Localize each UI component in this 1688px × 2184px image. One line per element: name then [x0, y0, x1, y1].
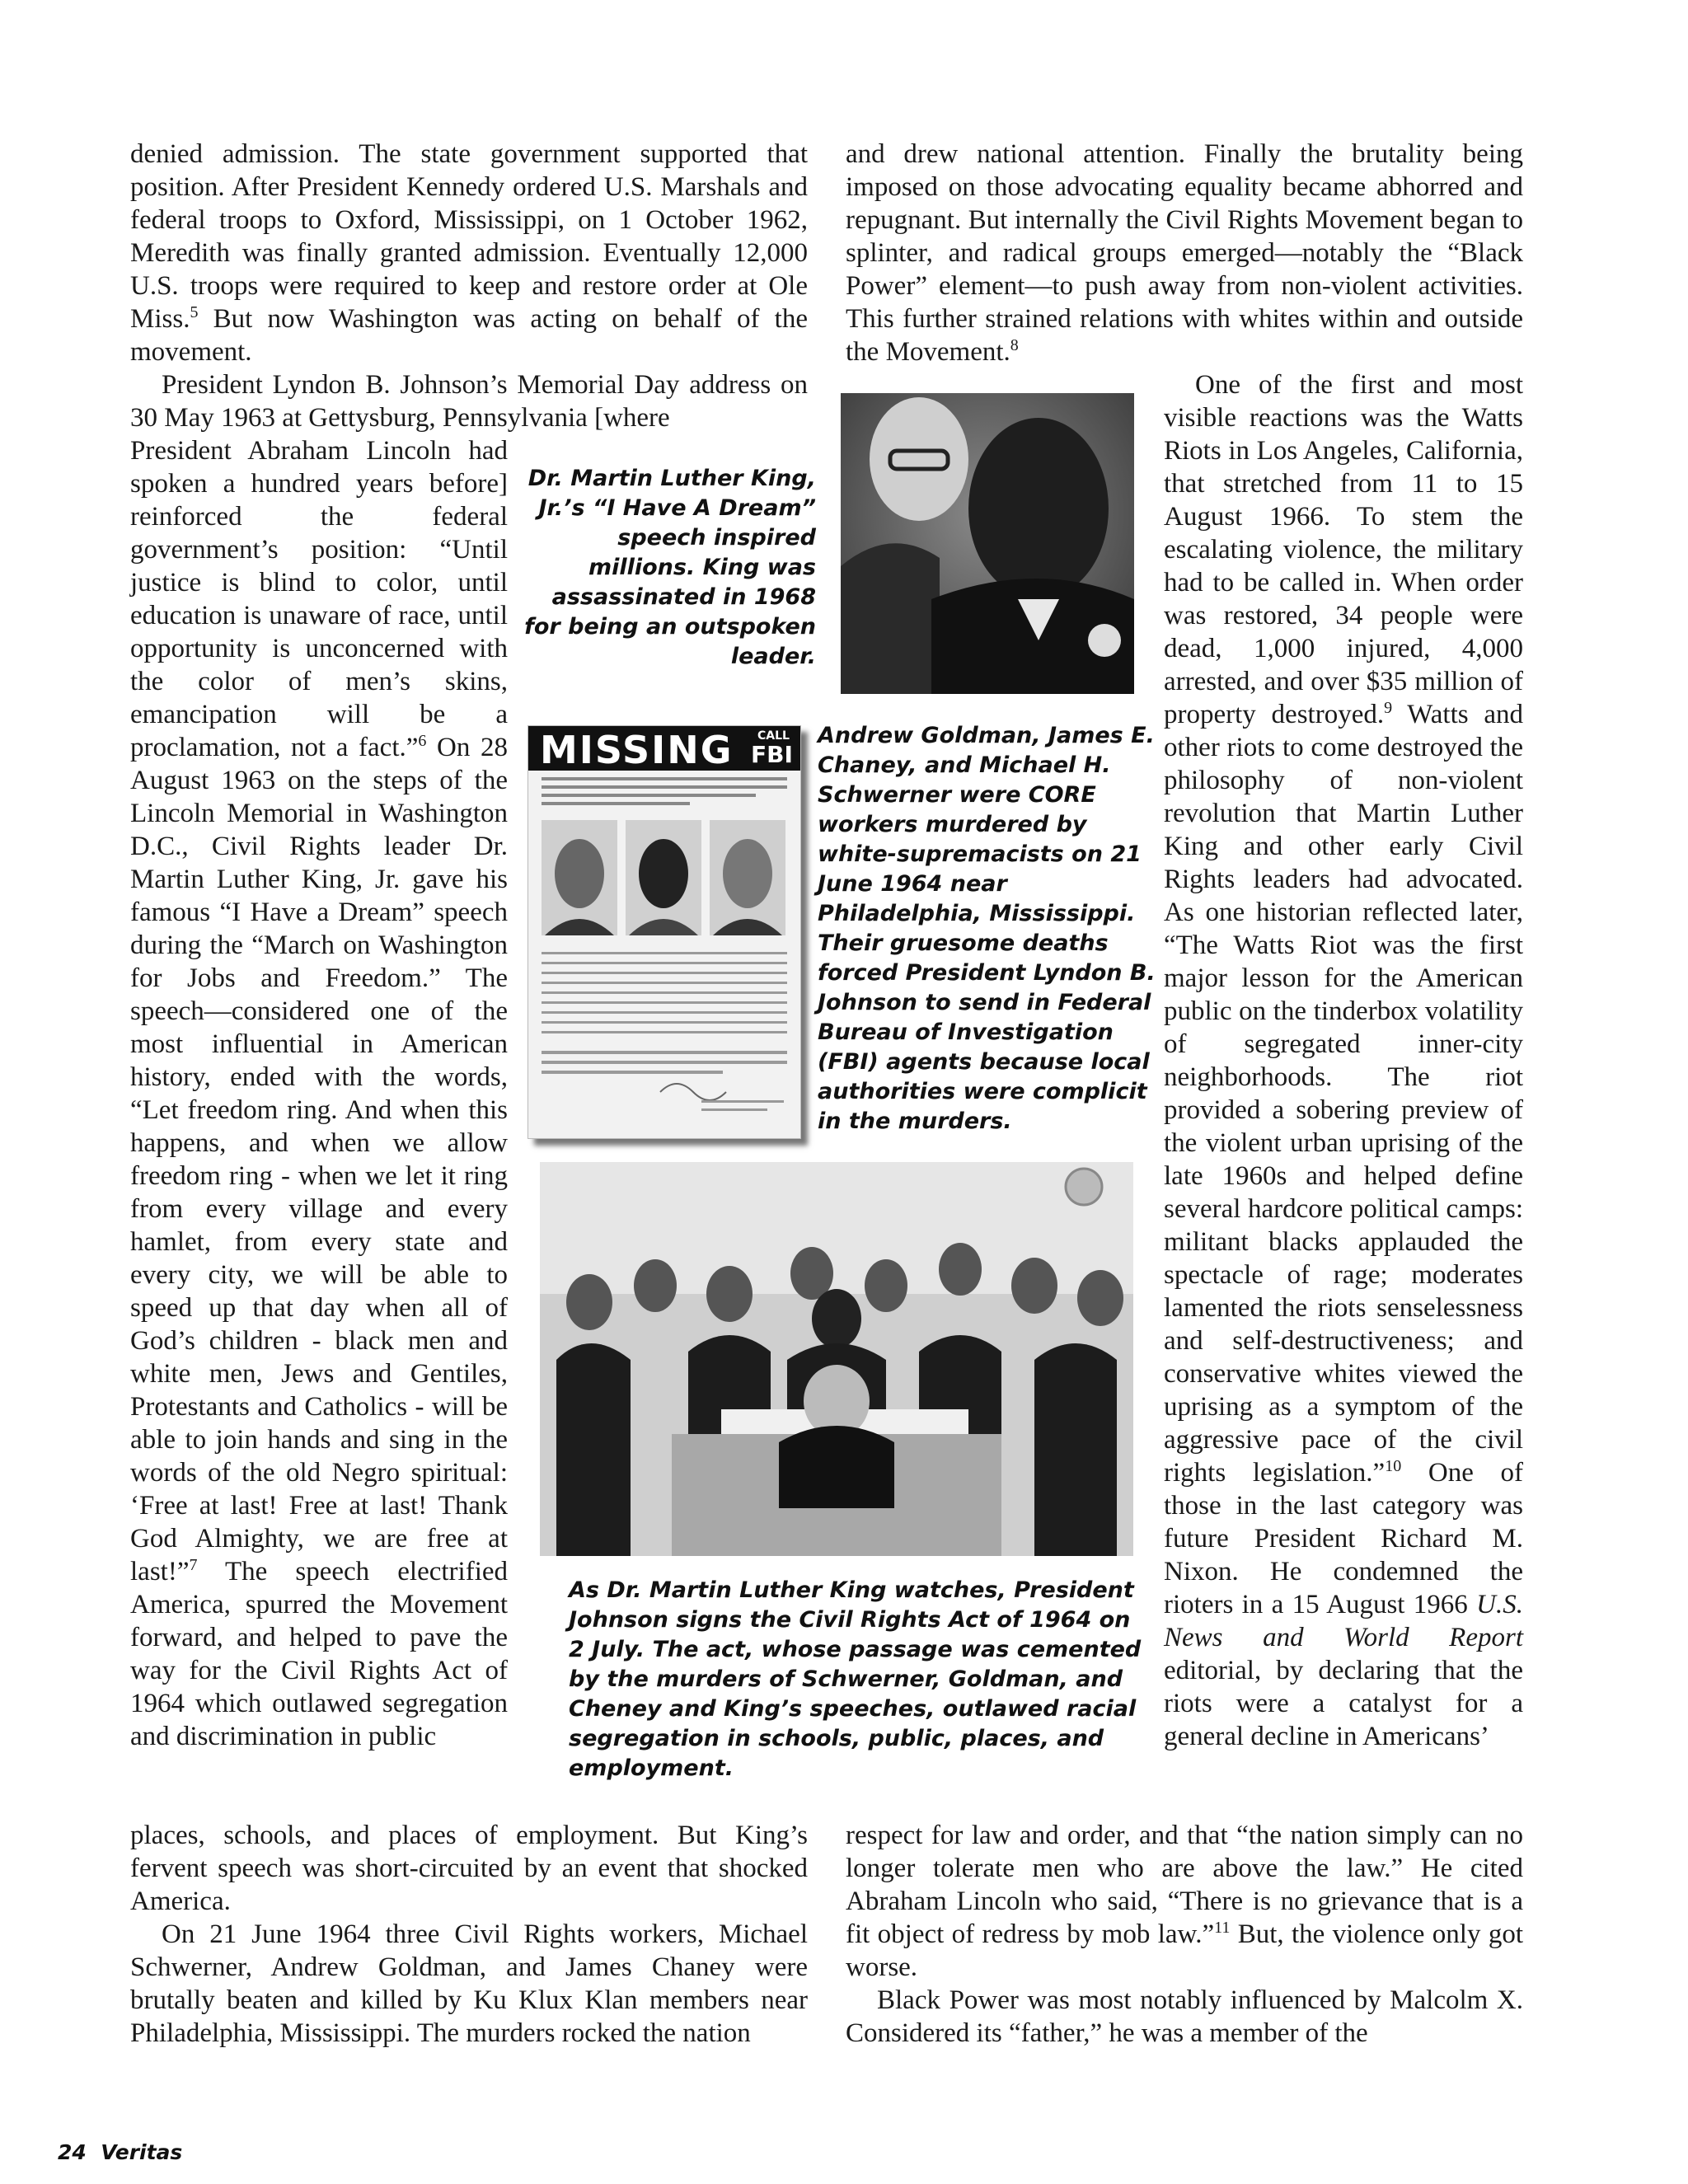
caption-missing-poster: Andrew Goldman, James E. Chaney, and Michael H. Schwerner were CORE workers murdered by white-supremacists on 21 June 1964 near Philadelphia, Mississippi. Their gruesome deaths forced President Lyndon B. Johnson to send in Federal Bureau of Investigation (FBI) agents because local authorities were complicit in the murders.	[818, 723, 1156, 1134]
page-number: 24	[58, 2140, 87, 2164]
paragraph: On 21 June 1964 three Civil Rights workers, Michael Schwerner, Andrew Goldman, and James Chaney were brutally beaten and killed by Ku Klux Klan members near Philadelphia, Mississippi. The murders rocked the nation	[130, 1919, 808, 2048]
column-1-bottom	[130, 1819, 808, 2050]
paragraph: Black Power was most notably influenced by Malcolm X. Considered its “father,” he was a member of the	[846, 1985, 1523, 2048]
poster-call: CALL	[757, 729, 790, 743]
caption-king-photo: Dr. Martin Luther King, Jr.’s “I Have A Dream” speech inspired millions. King was assassinated in 1968 for being an outspoken leader.	[524, 466, 816, 669]
footnote-ref: 6	[418, 732, 427, 750]
footnote-ref: 10	[1385, 1457, 1402, 1475]
column-2-bottom	[846, 1819, 1523, 2050]
paragraph: denied admission. The state government supported that position. After President Kennedy ordered U.S. Marshals and federal troops to Oxford, Mississippi, on 1 October 1962, Meredith was finally granted admission. Eventually 12,000 U.S. troops were required to keep and restore order at Ole Miss.$^5$ But now Washington was acting on behalf of the movement.	[130, 139, 808, 367]
footnote-ref: 5	[190, 303, 199, 321]
king-speech-photo	[841, 393, 1134, 694]
footnote-ref: 9	[1384, 699, 1393, 717]
page-footer	[58, 2140, 182, 2164]
column-2-top	[846, 138, 1523, 368]
paragraph: President Abraham Lincoln had spoken a hundred years before] reinforced the federal government’s position: “Until justice is blind to color, until education is unaware of race, until opportunity is unconcerned with the color of men’s skins, emancipation will be a proclamation, not a fact.”$^6$ On 28 August 1963 on the steps of the Lincoln Memorial in Washington D.C., Civil Rights leader Dr. Martin Luther King, Jr. gave his famous “I Have a Dream” speech during the “March on Washington for Jobs and Freedom.” The speech—considered one of the most influential in American history, ended with the words, “Let freedom ring. And when this happens, and when we allow freedom ring - when we let it ring from every village and every hamlet, from every state and every city, we will be able to speed up that day when all of God’s children - black men and white men, Jews and Gentiles, Protestants and Catholics - will be able to join hands and sing in the words of the old Negro spiritual: ‘Free at last! Free at last! Thank God Almighty, we are free at last!”$^7$ The speech electrified America, spurred the Movement forward, and helped to pave the way for the Civil Rights Act of 1964 which outlawed segregation and discrimination in public	[130, 436, 509, 1751]
poster-header	[528, 726, 800, 771]
column-1-narrow	[130, 434, 508, 1753]
publication-title: U.S. News and World Report	[1164, 1590, 1523, 1652]
civil-rights-act-signing-photo	[540, 1162, 1133, 1556]
footnote-ref: 11	[1214, 1919, 1231, 1937]
poster-body	[528, 771, 800, 1138]
signing-photo-image	[540, 1162, 1133, 1556]
missing-poster	[528, 725, 801, 1139]
paragraph: President Lyndon B. Johnson’s Memorial Day address on 30 May 1963 at Gettysburg, Pennsylvania [where	[130, 370, 808, 433]
poster-fbi: FBI	[751, 741, 793, 768]
footnote-ref: 7	[189, 1556, 198, 1574]
footnote-ref: 8	[1010, 336, 1019, 354]
paragraph: and drew national attention. Finally the brutality being imposed on those advocating equality became abhorred and repugnant. But internally the Civil Rights Movement began to splinter, and radical groups emerged—notably the “Black Power” element—to push away from non-violent activities. This further strained relations with whites within and outside the Movement.$^8$	[846, 139, 1523, 367]
column-1-top	[130, 138, 808, 434]
paragraph: respect for law and order, and that “the nation simply can no longer tolerate men who are above the law.” He cited Abraham Lincoln who said, “There is no grievance that is a fit object of redress by mob law.”$^{11}$ But, the violence only got worse.	[846, 1821, 1524, 1982]
caption-signing-photo: As Dr. Martin Luther King watches, President Johnson signs the Civil Rights Act of 1964 on 2 July. The act, whose passage was cemented by the murders of Schwerner, Goldman, and Cheney and King’s speeches, outlawed racial segregation in schools, public, places, and employment.	[569, 1577, 1142, 1781]
paragraph: places, schools, and places of employment. But King’s fervent speech was short-circuited by an event that shocked America.	[130, 1821, 808, 1916]
king-photo-image	[841, 393, 1134, 694]
magazine-name: Veritas	[101, 2140, 183, 2164]
column-2-narrow	[1164, 368, 1523, 1753]
paragraph: One of the first and most visible reactions was the Watts Riots in Los Angeles, California, that stretched from 11 to 15 August 1966. To stem the escalating violence, the military had to be called in. When order was restored, 34 people were dead, 1,000 injured, 4,000 arrested, and over $35 million of property destroyed.$^9$ Watts and other riots to come destroyed the philosophy of non-violent revolution that Martin Luther King and other early Civil Rights leaders had advocated. As one historian reflected later, “The Watts Riot was the first major lesson for the American public on the tinderbox volatility of segregated inner-city neighborhoods. The riot provided a sobering preview of the violent urban uprising of the late 1960s and helped define several hardcore political camps: militant blacks applauded the spectacle of rage; moderates lamented the riots senselessness and self-destructiveness; and conservative whites viewed the uprising as a symptom of the aggressive pace of the civil rights legislation.”$^{10}$ One of those in the last category was future President Richard M. Nixon. He condemned the rioters in a 15 August 1966 U.S. News and World Report editorial, by declaring that the riots were a catalyst for a general decline in Americans’	[1164, 370, 1524, 1751]
poster-heading: MISSING	[540, 728, 734, 772]
